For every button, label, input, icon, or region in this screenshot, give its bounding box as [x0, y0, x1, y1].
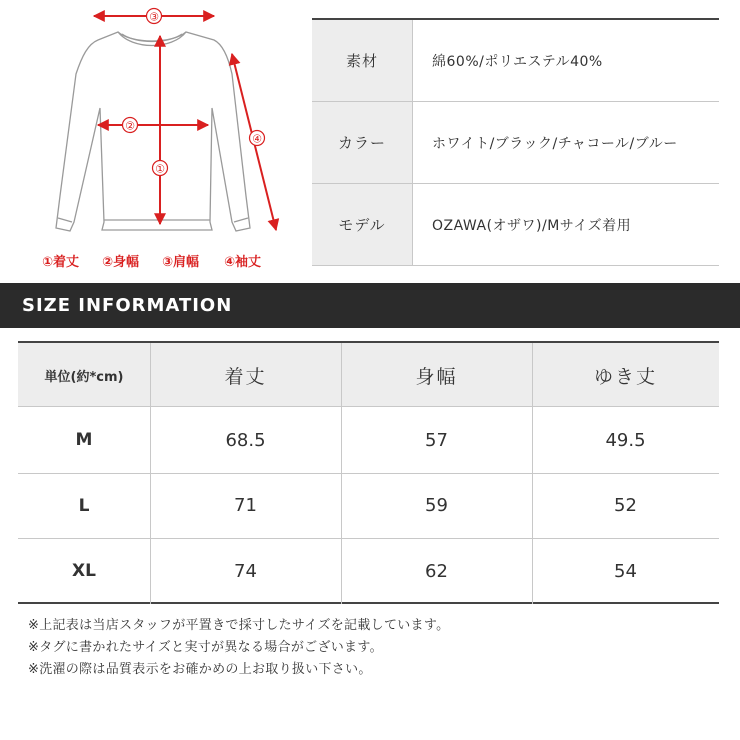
marker-2: ②: [125, 119, 135, 133]
section-title: SIZE INFORMATION: [22, 295, 233, 316]
column-header-body-width: 身幅: [415, 365, 458, 388]
size-label-xl: XL: [72, 561, 96, 581]
notes: [28, 615, 728, 681]
spec-value: OZAWA(オザワ)/Mサイズ着用: [432, 217, 632, 234]
table-cell: 74: [234, 560, 257, 582]
table-cell: 71: [234, 495, 257, 516]
legend-body-width: ②身幅: [102, 255, 140, 270]
spec-label: 素材: [312, 20, 413, 101]
marker-3: ③: [149, 10, 159, 24]
legend-shoulder-width: ③肩幅: [162, 255, 200, 270]
spec-value: ホワイト/ブラック/チャコール/ブルー: [432, 135, 678, 152]
spec-row-model: [312, 184, 719, 266]
spec-value: 綿60%/ポリエステル40%: [432, 53, 603, 70]
garment-measurement-diagram: [0, 0, 300, 280]
size-label-l: L: [78, 495, 90, 516]
row-divider: [18, 538, 719, 539]
note-line: ※洗濯の際は品質表示をお確かめの上お取り扱い下さい。: [28, 662, 372, 677]
size-label-m: M: [75, 430, 93, 450]
column-header-length: 着丈: [224, 365, 267, 388]
row-divider: [18, 473, 719, 474]
spec-label: モデル: [312, 184, 413, 265]
note-line: ※タグに書かれたサイズと実寸が異なる場合がございます。: [28, 640, 383, 655]
size-information-banner: [0, 283, 740, 328]
legend-sleeve-length: ④袖丈: [224, 255, 262, 270]
spec-label: カラー: [312, 102, 413, 183]
table-cell: 57: [425, 429, 448, 451]
marker-1: ①: [155, 162, 165, 176]
sweatshirt-outline: [56, 32, 250, 231]
table-cell: 54: [614, 560, 637, 582]
table-cell: 49.5: [605, 429, 646, 451]
size-table: [18, 341, 719, 604]
spec-row-color: [312, 102, 719, 184]
column-header-sleeve-length: ゆき丈: [593, 365, 657, 388]
note-line: ※上記表は当店スタッフが平置きで採寸したサイズを記載しています。: [28, 618, 450, 633]
table-cell: 59: [425, 495, 448, 516]
table-cell: 68.5: [225, 429, 266, 451]
spec-table: [312, 18, 719, 266]
table-cell: 52: [614, 495, 637, 516]
legend-length: ①着丈: [42, 255, 80, 270]
marker-4: ④: [252, 132, 262, 146]
table-cell: 62: [425, 560, 448, 582]
measurement-legend: [42, 251, 282, 273]
unit-header: 単位(約*cm): [44, 369, 124, 385]
spec-row-material: [312, 20, 719, 102]
